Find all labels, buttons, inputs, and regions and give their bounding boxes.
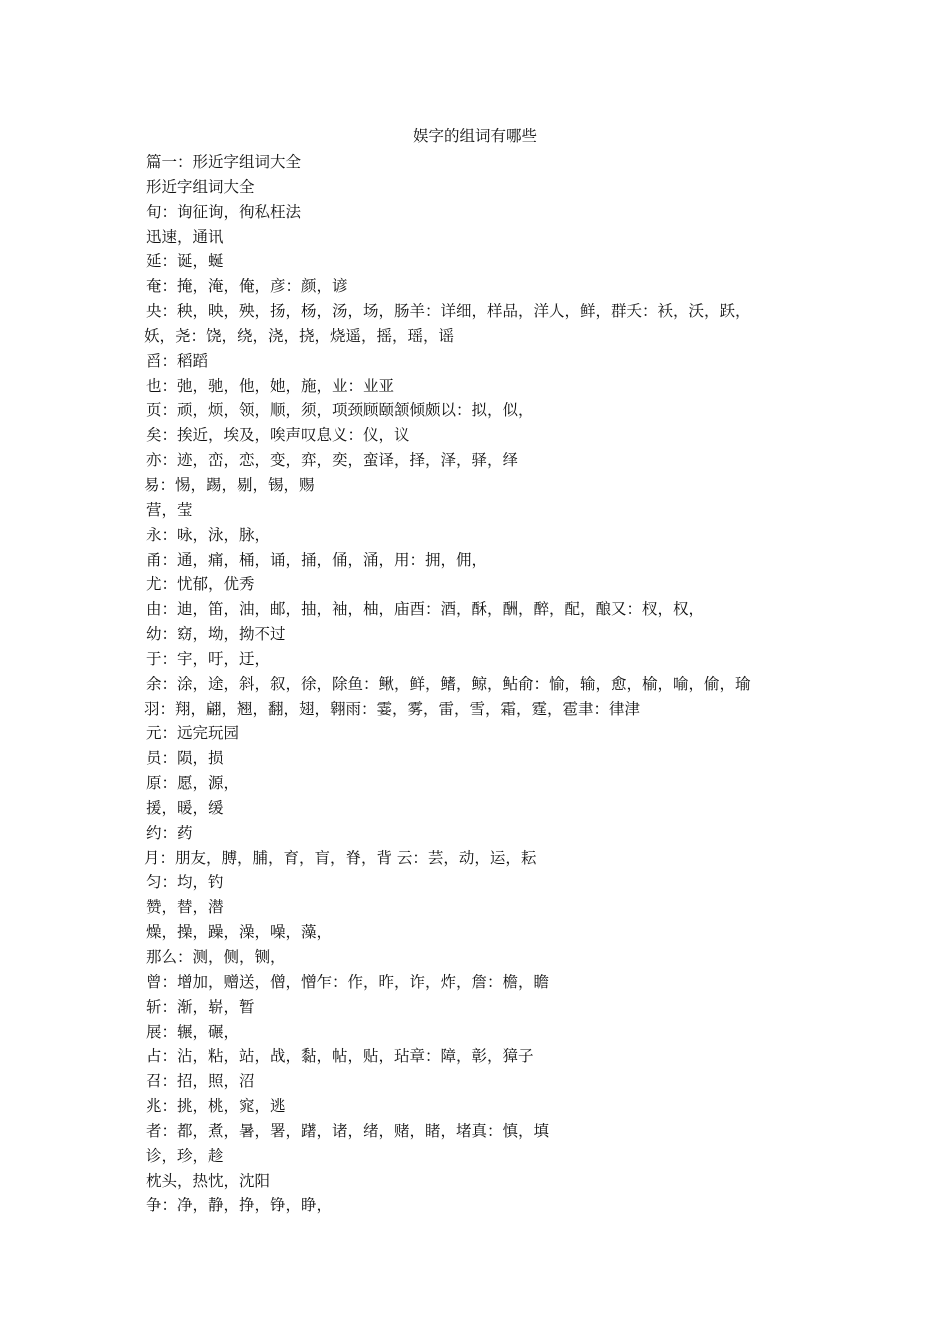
text-line: 燥，操，躁，澡，噪，藻， — [146, 923, 333, 942]
document-title: 娱字的组词有哪些 — [412, 127, 537, 145]
text-line: 幼：窈，坳，拗不过 — [146, 625, 286, 644]
text-line: 迅速，通讯 — [146, 227, 224, 246]
text-line: 央：秧，映，殃，扬，杨，汤，场，肠羊：详细，样品，洋人，鲜，群夭：袄，沃，跃， — [146, 302, 751, 321]
document-body — [146, 150, 826, 1218]
text-line: 奄：掩，淹，俺，彦：颜，谚 — [146, 277, 348, 296]
text-line: 枕头，热忱，沈阳 — [146, 1171, 271, 1190]
text-line: 赞，替，潜 — [146, 898, 224, 917]
text-line: 羽：翔，翩，翘，翻，翅，翱雨：霎，雾，雷，雪，霜，霆，雹聿：律津 — [144, 699, 641, 718]
text-line: 原：愿，源， — [146, 774, 240, 793]
text-line: 诊，珍，趁 — [146, 1146, 224, 1165]
text-line: 由：迪，笛，油，邮，抽，袖，柚，庙酉：酒，酥，酬，醉，配，酿又：杈，权， — [146, 600, 705, 619]
text-line: 甬：通，痛，桶，诵，捅，俑，涌，用：拥，佣， — [146, 550, 488, 569]
text-line: 篇一：形近字组词大全 — [146, 153, 302, 171]
text-line: 兆：挑，桃，窕，逃 — [146, 1097, 286, 1116]
text-line: 员：陨，损 — [146, 749, 224, 768]
text-line: 斩：渐，崭，暂 — [146, 997, 255, 1016]
text-line: 援，暖，缓 — [146, 798, 224, 817]
text-line: 曾：增加，赠送，僧，憎乍：作，昨，诈，炸，詹：檐，瞻 — [146, 972, 550, 991]
text-line: 那么：测，侧，铡， — [146, 948, 286, 966]
text-line: 妖，尧：饶，绕，浇，挠，烧遥，摇，瑶，谣 — [144, 326, 455, 345]
text-line: 匀：均，钓 — [146, 873, 224, 892]
text-line: 月：朋友，膊，脯，育，肓，脊，背 云：芸，动，运，耘 — [144, 848, 537, 867]
text-line: 营，莹 — [146, 500, 193, 519]
text-line: 形近字组词大全 — [146, 177, 255, 196]
text-line: 页：顽，烦，领，顺，须，项颈顾颐颔倾颇以：拟，似， — [146, 401, 534, 420]
text-line: 尤：忧郁，优秀 — [146, 575, 255, 594]
text-line: 召：招，照，沼 — [146, 1072, 255, 1091]
text-line: 者：都，煮，暑，署，躇，诸，绪，赌，睹，堵真：慎，填 — [146, 1121, 550, 1140]
text-line: 余：涂，途，斜，叙，徐，除鱼：鳅，鲜，鳍，鲸，鲇俞：愉，输，愈，榆，喻，偷，瑜 — [146, 674, 751, 693]
text-line: 占：沾，粘，站，战，黏，帖，贴，玷章：障，彰，獐子 — [146, 1047, 534, 1066]
text-line: 易：惕，踢，剔，锡，赐 — [144, 475, 315, 494]
text-line: 元：远完玩园 — [146, 724, 240, 743]
text-line: 于：宇，吁，迂， — [146, 649, 271, 668]
text-line: 约：药 — [146, 823, 193, 842]
text-line: 亦：迹，峦，恋，变，弈，奕，蛮译，择，泽，驿，绎 — [146, 451, 519, 470]
text-line: 旬：询征询，徇私枉法 — [146, 202, 302, 221]
text-line: 展：辗，碾， — [146, 1022, 240, 1041]
text-line: 也：弛，驰，他，她，施，业：业亚 — [146, 376, 395, 395]
text-line: 舀：稻蹈 — [146, 351, 209, 370]
text-line: 永：咏，泳，脉， — [146, 525, 271, 544]
text-line: 矣：挨近，埃及，唉声叹息义：仪，议 — [146, 426, 410, 445]
text-line: 延：诞，蜒 — [146, 252, 224, 271]
text-line: 争：净，静，挣，铮，睁， — [146, 1196, 333, 1215]
